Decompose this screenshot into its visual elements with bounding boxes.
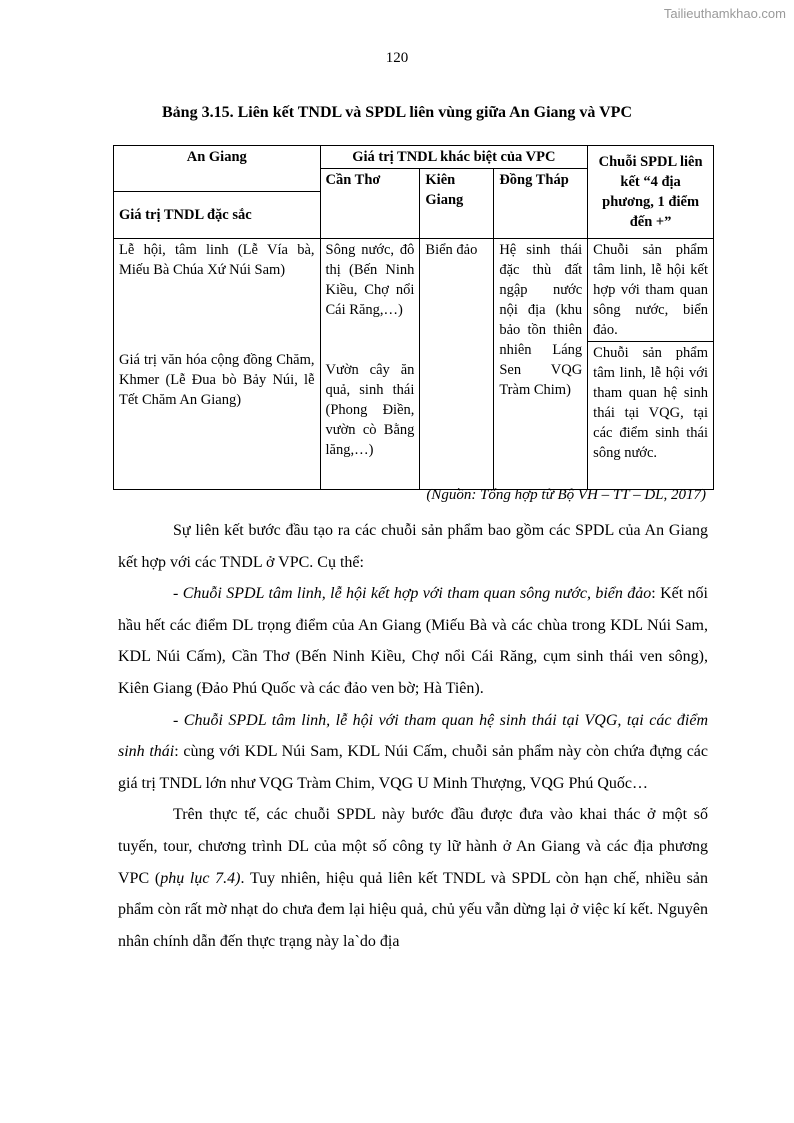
linkage-table bbox=[113, 145, 714, 490]
cell-an-giang bbox=[114, 238, 321, 489]
paragraph-1: Sự liên kết bước đầu tạo ra các chuỗi sản phẩm bao gồm các SPDL của An Giang kết hợp với các TNDL ở VPC. Cụ thể: bbox=[118, 522, 708, 571]
header-gia-tri-dac-sac: Giá trị TNDL đặc sắc bbox=[114, 191, 321, 238]
an-giang-item-1: Lễ hội, tâm linh (Lễ Vía bà, Miếu Bà Chúa Xứ Núi Sam) bbox=[119, 241, 315, 278]
header-an-giang-spacer bbox=[114, 169, 321, 192]
an-giang-item-2: Giá trị văn hóa cộng đồng Chăm, Khmer (Lễ Đua bò Bảy Núi, lễ Tết Chăm An Giang) bbox=[119, 351, 315, 408]
cell-can-tho bbox=[320, 238, 420, 489]
paragraph-4 bbox=[118, 799, 708, 957]
cell-chuoi-2: Chuỗi sản phẩm tâm linh, lễ hội với tham quan hệ sinh thái tại VQG, tại các điểm sinh thái sông nước. bbox=[588, 341, 714, 489]
paragraph-3-heading: - Chuỗi SPDL tâm linh, lễ hội với tham quan hệ sinh thái tại VQG, tại các điểm sinh thái bbox=[118, 711, 708, 761]
cell-kien-giang: Biển đảo bbox=[420, 238, 494, 489]
cell-chuoi-1: Chuỗi sản phẩm tâm linh, lễ hội kết hợp với tham quan sông nước, biển đảo. bbox=[588, 238, 714, 341]
body-text bbox=[118, 515, 708, 957]
page-number: 120 bbox=[385, 50, 409, 66]
source-note: (Nguồn: Tổng hợp từ Bộ VH – TT – DL, 2017) bbox=[426, 487, 706, 503]
paragraph-3-body: : cùng với KDL Núi Sam, KDL Núi Cấm, chuỗi sản phẩm này còn chứa đựng các giá trị TNDL lớn như VQG Tràm Chim, VQG U Minh Thượng, VQG Phú Quốc… bbox=[118, 743, 709, 792]
header-kien-giang: Kiên Giang bbox=[420, 169, 494, 239]
paragraph-2-body: : Kết nối hầu hết các điểm DL trọng điểm của An Giang (Miếu Bà và các chùa trong KDL Núi Sam, KDL Núi Cấm), Cần Thơ (Bến Ninh Kiều, Chợ nổi Cái Răng, cụm sinh thái ven sông), Kiên Giang (Đảo Phú Quốc và các đảo ven bờ; Hà Tiên). bbox=[118, 585, 708, 697]
table-title: Bảng 3.15. Liên kết TNDL và SPDL liên vùng giữa An Giang và VPC bbox=[162, 104, 632, 121]
paragraph-2 bbox=[118, 578, 708, 704]
watermark: Tailieuthamkhao.com bbox=[663, 6, 786, 21]
paragraph-4-appendix-ref: phụ lục 7.4) bbox=[160, 869, 241, 887]
header-chuoi-spdl: Chuỗi SPDL liên kết “4 địa phương, 1 điểm đến +” bbox=[588, 146, 714, 239]
paragraph-3 bbox=[118, 705, 708, 800]
cell-dong-thap: Hệ sinh thái đặc thù đất ngập nước nội địa (khu bảo tồn thiên nhiên Láng Sen VQG Tràm Chim) bbox=[494, 238, 588, 489]
can-tho-item-1: Sông nước, đô thị (Bến Ninh Kiều, Chợ nổi Cái Răng,…) bbox=[325, 241, 415, 318]
header-gia-tri-khac-biet: Giá trị TNDL khác biệt của VPC bbox=[320, 146, 588, 169]
paragraph-4-start: Trên thực tế, các chuỗi SPDL này bước đầu được đưa vào khai thác ở một số tuyến, tour, chương trình DL của một số công ty lữ hành ở An Giang và các địa phương VPC ( bbox=[118, 806, 708, 887]
can-tho-item-2: Vườn cây ăn quả, sinh thái (Phong Điền, vườn cò Bằng lăng,…) bbox=[325, 361, 415, 458]
header-an-giang: An Giang bbox=[114, 146, 321, 169]
header-dong-thap: Đồng Tháp bbox=[494, 169, 588, 239]
paragraph-2-heading: - Chuỗi SPDL tâm linh, lễ hội kết hợp với tham quan sông nước, biển đảo bbox=[173, 585, 652, 603]
header-can-tho: Cần Thơ bbox=[320, 169, 420, 239]
paragraph-4-body: . Tuy nhiên, hiệu quả liên kết TNDL và SPDL còn hạn chế, nhiều sản phẩm còn rất mờ nhạt do chưa đem lại hiệu quả, chủ yếu vẫn dừng lại ở việc kí kết. Nguyên nhân chính dẫn đến thực trạng này la`do địa bbox=[118, 869, 709, 950]
